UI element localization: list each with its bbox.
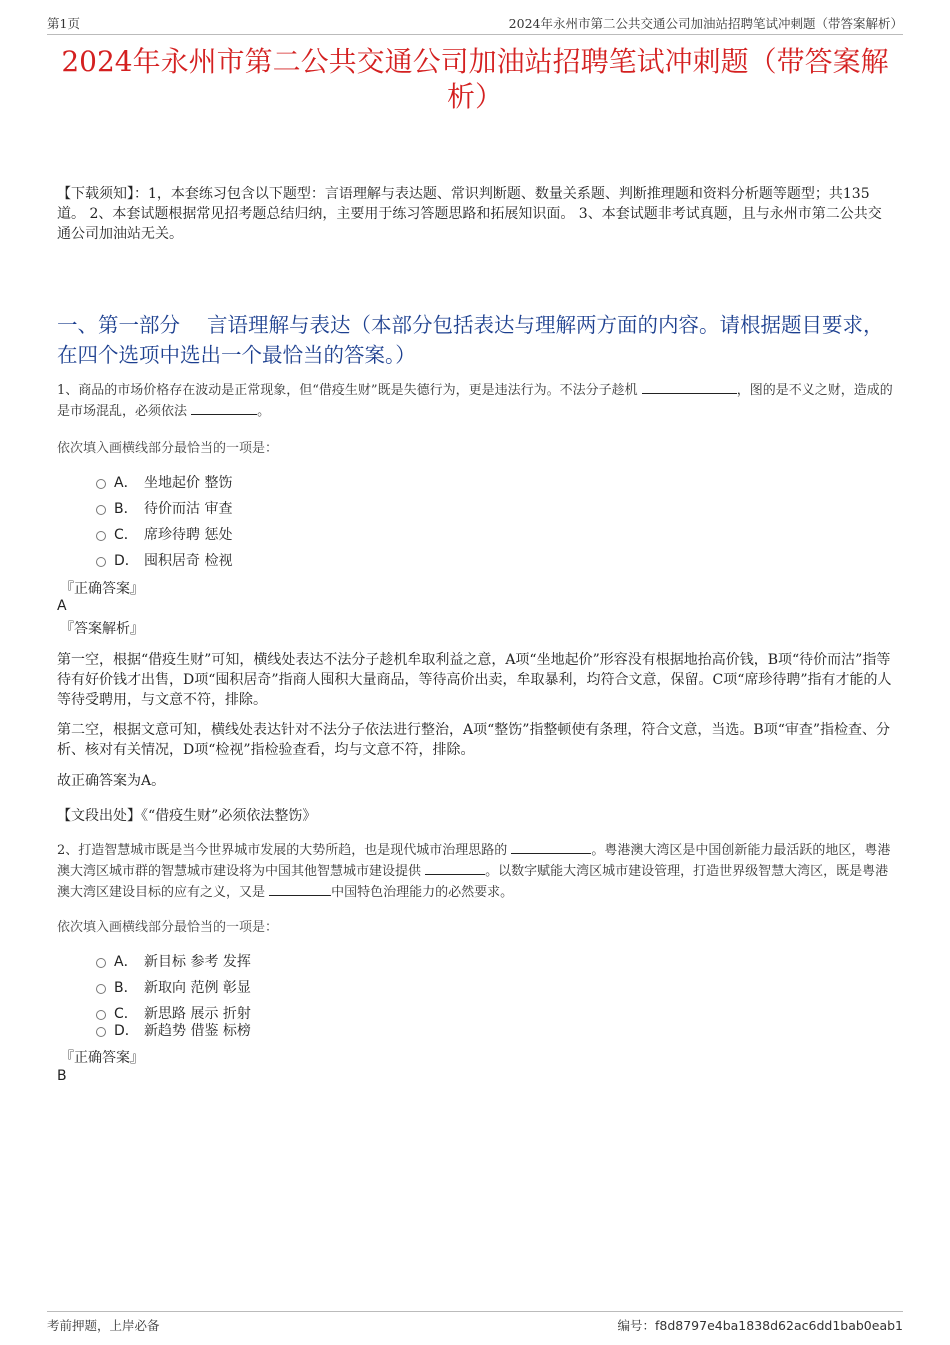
q1-analysis-paragraph-2: 第二空，根据文意可知，横线处表达针对不法分子依法进行整治，A项“整饬”指整顿使有条理，符合文意，当选。B项“审查”指检查、分析、核对有关情况，D项“检视”指检验查看，均与文意不符，排除。 bbox=[57, 722, 891, 758]
option-text: 新取向 范例 彰显 bbox=[144, 980, 251, 996]
option-text: 待价而沽 审查 bbox=[144, 501, 233, 517]
footer-code-block bbox=[617, 1316, 903, 1334]
option-letter: A． bbox=[114, 954, 138, 970]
radio-icon[interactable] bbox=[96, 531, 106, 541]
q1-answer: A bbox=[57, 598, 67, 614]
header-doc-title: 2024年永州市第二公共交通公司加油站招聘笔试冲刺题（带答案解析） bbox=[508, 16, 903, 31]
document-title: 2024年永州市第二公共交通公司加油站招聘笔试冲刺题（带答案解析） bbox=[61, 45, 889, 113]
option-letter: C． bbox=[114, 1006, 138, 1022]
page-footer bbox=[47, 1311, 903, 1333]
q1-source: 【文段出处】《“借疫生财”必须依法整饬》 bbox=[57, 808, 317, 824]
option-letter: C． bbox=[114, 527, 138, 543]
download-notice: 【下载须知】：1，本套练习包含以下题型：言语理解与表达题、常识判断题、数量关系题、判断推理题和资料分析题等题型；共135道。 2、本套试题根据常见招考题总结归纳，主要用于练习答题思路和拓展知识面。 3、本套试题非考试真题，且与永州市第二公共交通公司加油站无关。 bbox=[57, 186, 882, 242]
radio-icon[interactable] bbox=[96, 505, 106, 515]
q1-blank-2 bbox=[191, 402, 257, 415]
q2-option-a[interactable] bbox=[96, 951, 251, 971]
page-header bbox=[47, 14, 903, 35]
footer-slogan: 考前押题，上岸必备 bbox=[47, 1318, 160, 1333]
radio-icon[interactable] bbox=[96, 1027, 106, 1037]
option-letter: A． bbox=[114, 475, 138, 491]
question-2-stem bbox=[57, 840, 895, 903]
option-text: 席珍待聘 惩处 bbox=[144, 527, 233, 543]
q1-conclusion: 故正确答案为A。 bbox=[57, 773, 166, 789]
footer-code-label: 编号： bbox=[617, 1318, 655, 1333]
section-heading: 一、第一部分 言语理解与表达（本部分包括表达与理解两方面的内容。请根据题目要求，在四个选项中选出一个最恰当的答案。） bbox=[57, 313, 884, 367]
option-letter: B． bbox=[114, 980, 138, 996]
q2-text-part: 。以数字赋能大湾区城市建设管理，打造世界级智慧大湾区，既是粤港澳大湾区建设目标的应有之义，又是 bbox=[57, 864, 889, 900]
q2-option-b[interactable] bbox=[96, 977, 251, 997]
option-text: 坐地起价 整饬 bbox=[144, 475, 233, 491]
q2-text-part: 。粤港澳大湾区是中国创新能力最活跃的地区，粤港澳大湾区城市群的智慧城市建设将为中国其他智慧城市建设提供 bbox=[57, 843, 891, 879]
q1-option-c[interactable] bbox=[96, 524, 232, 544]
radio-icon[interactable] bbox=[96, 1010, 106, 1020]
radio-icon[interactable] bbox=[96, 479, 106, 489]
option-text: 囤积居奇 检视 bbox=[144, 553, 233, 569]
q1-text-part: 1、商品的市场价格存在波动是正常现象，但“借疫生财”既是失德行为，更是违法行为。不法分子趁机 bbox=[57, 383, 642, 398]
q1-answer-label: 『正确答案』 bbox=[60, 581, 144, 597]
q1-option-b[interactable] bbox=[96, 498, 232, 518]
radio-icon[interactable] bbox=[96, 557, 106, 567]
option-letter: B． bbox=[114, 501, 138, 517]
option-letter: D． bbox=[114, 1023, 139, 1039]
q1-analysis-label: 『答案解析』 bbox=[60, 621, 144, 637]
question-1-stem bbox=[57, 380, 895, 422]
q1-prompt: 依次填入画横线部分最恰当的一项是： bbox=[57, 441, 279, 456]
q1-text-part: 。 bbox=[257, 404, 271, 419]
q2-option-d[interactable] bbox=[96, 1020, 251, 1040]
option-text: 新目标 参考 发挥 bbox=[144, 954, 251, 970]
q2-blank-2 bbox=[425, 862, 485, 875]
q1-text-part: ，图的是不义之财，造成的是市场混乱，必须依法 bbox=[57, 383, 893, 419]
q1-blank-1 bbox=[642, 381, 737, 394]
q1-option-d[interactable] bbox=[96, 550, 232, 570]
page-number: 第1页 bbox=[47, 16, 80, 31]
option-text: 新思路 展示 折射 bbox=[144, 1006, 251, 1022]
footer-code: f8d8797e4ba1838d62ac6dd1bab0eab1 bbox=[654, 1318, 903, 1333]
q2-text-part: 中国特色治理能力的必然要求。 bbox=[331, 885, 514, 900]
radio-icon[interactable] bbox=[96, 958, 106, 968]
option-letter: D． bbox=[114, 553, 139, 569]
q2-answer-label: 『正确答案』 bbox=[60, 1050, 144, 1066]
q2-blank-3 bbox=[269, 883, 331, 896]
option-text: 新趋势 借鉴 标榜 bbox=[144, 1023, 251, 1039]
q1-option-a[interactable] bbox=[96, 472, 232, 492]
radio-icon[interactable] bbox=[96, 984, 106, 994]
q2-text-part: 2、打造智慧城市既是当今世界城市发展的大势所趋，也是现代城市治理思路的 bbox=[57, 843, 512, 858]
q2-blank-1 bbox=[511, 841, 591, 854]
q2-prompt: 依次填入画横线部分最恰当的一项是： bbox=[57, 920, 279, 935]
q1-analysis-paragraph-1: 第一空，根据“借疫生财”可知，横线处表达不法分子趁机牟取利益之意，A项“坐地起价”形容没有根据地抬高价钱，B项“待价而沽”指等待有好价钱才出售，D项“囤积居奇”指商人囤积大量商品，等待高价出卖，牟取暴利，均符合文意，保留。C项“席珍待聘”指有才能的人等待受聘用，与文意不符，排除。 bbox=[57, 652, 892, 708]
q2-answer: B bbox=[57, 1068, 67, 1084]
